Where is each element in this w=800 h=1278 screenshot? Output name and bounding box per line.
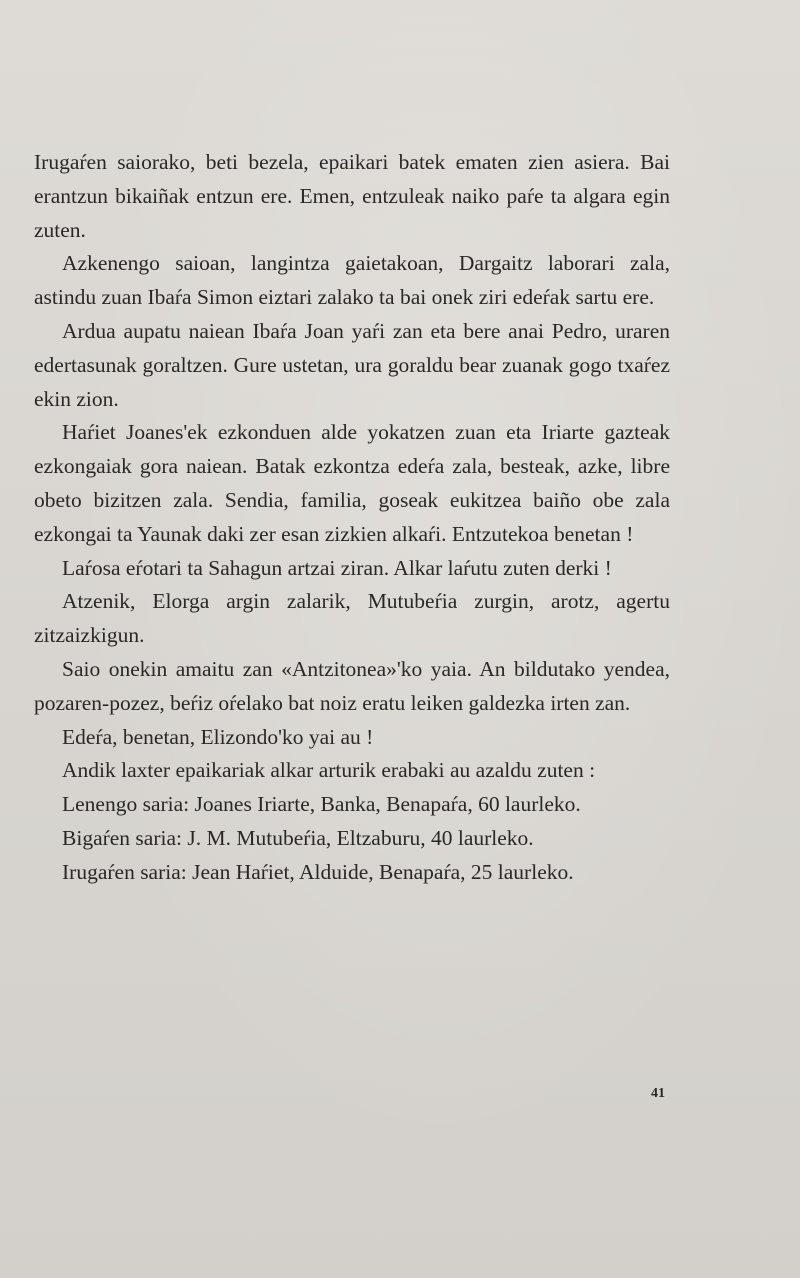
paragraph: Ardua aupatu naiean Ibaŕa Joan yaŕi zan eta bere anai Pedro, uraren edertasunak goraltzen. Gure ustetan, ura goraldu bear zuanak gogo txaŕez ekin zion.	[34, 318, 670, 411]
body-text	[34, 146, 670, 890]
paragraph: Laŕosa eŕotari ta Sahagun artzai ziran. Alkar laŕutu zuten derki !	[62, 555, 612, 580]
paragraph: Edeŕa, benetan, Elizondo'ko yai au !	[62, 724, 374, 749]
paragraph: Saio onekin amaitu zan «Antzitonea»'ko yaia. An bildutako yendea, pozaren-pozez, beŕiz oŕelako bat noiz eratu leiken galdezka irten zan.	[34, 656, 670, 715]
page-number: 41	[651, 1086, 665, 1101]
paragraph: Irugaŕen saria: Jean Haŕiet, Alduide, Benapaŕa, 25 laurleko.	[62, 859, 574, 884]
paragraph: Azkenengo saioan, langintza gaietakoan, Dargaitz laborari zala, astindu zuan Ibaŕa Simon eiztari zalako ta bai onek ziri edeŕak sartu ere.	[34, 251, 670, 310]
paragraph: Haŕiet Joanes'ek ezkonduen alde yokatzen zuan eta Iriarte gazteak ezkongaiak gora naiean. Batak ezkontza edeŕa zala, besteak, azke, libre obeto bizitzen zala. Sendia, familia, goseak eukitzea baiño obe zala ezkongai ta Yaunak daki zer esan zizkien alkaŕi. Entzutekoa benetan !	[34, 420, 670, 546]
paragraph: Bigaŕen saria: J. M. Mutubeŕia, Eltzaburu, 40 laurleko.	[62, 825, 534, 850]
paragraph: Lenengo saria: Joanes Iriarte, Banka, Benapaŕa, 60 laurleko.	[62, 792, 581, 817]
paragraph: Andik laxter epaikariak alkar arturik erabaki au azaldu zuten :	[62, 758, 596, 783]
paragraph: Irugaŕen saiorako, beti bezela, epaikari batek ematen zien asiera. Bai erantzun bikaiñak entzun ere. Emen, entzuleak naiko paŕe ta algara egin zuten.	[34, 150, 670, 242]
paragraph: Atzenik, Elorga argin zalarik, Mutubeŕia zurgin, arotz, agertu zitzaizkigun.	[34, 589, 670, 648]
